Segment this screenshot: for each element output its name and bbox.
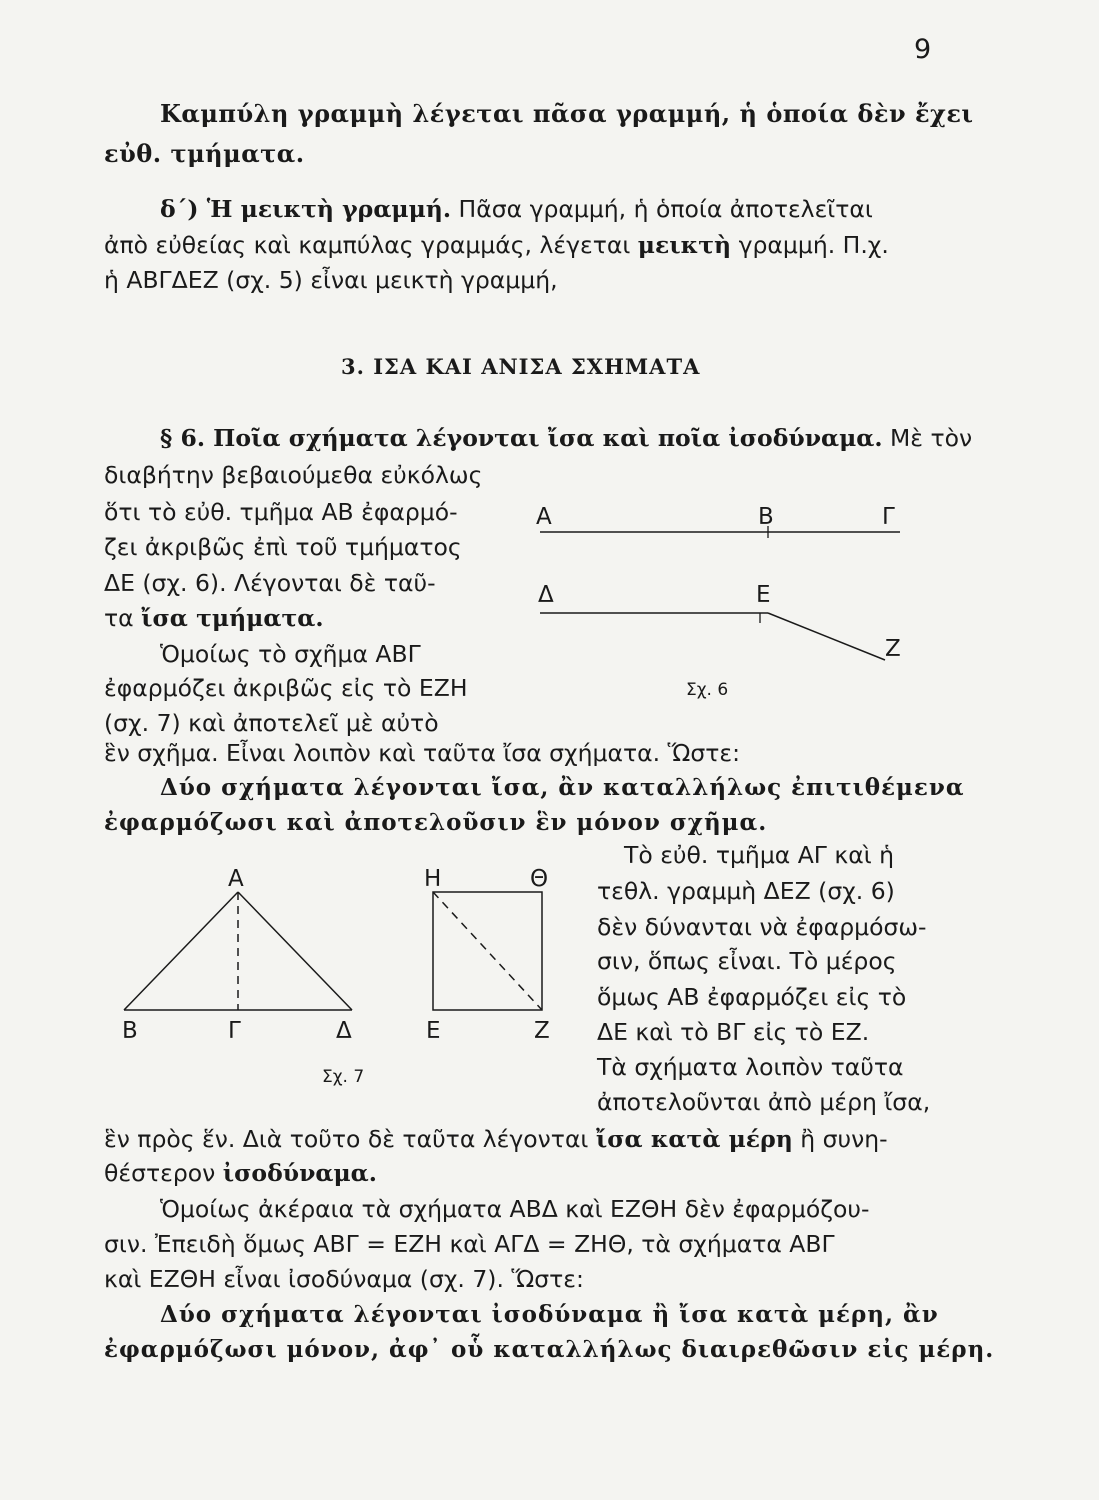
fig6-caption: Σχ. 6 — [686, 680, 729, 700]
equal-figures-rule: Δύο σχήματα λέγονται ἴσα, ἂν καταλλήλως ἐπιτιθέμενα — [160, 774, 965, 801]
equivalence-paragraph-line: Ὁμοίως ἀκέραια τὰ σχήματα ΑΒΔ καὶ ΕΖΘΗ δὲν ἐφαρμόζου- — [160, 1195, 870, 1223]
mixed-line-paragraph-line — [160, 194, 873, 224]
fig6-label-B: Β — [758, 504, 774, 530]
parts-text: ἢ συνη- — [792, 1125, 888, 1153]
right-column-line: σιν, ὅπως εἶναι. Τὸ μέρος — [597, 947, 897, 975]
section6-title-line — [160, 423, 972, 453]
curve-line-definition-end: εὐθ. τμήματα. — [104, 139, 305, 168]
parts-text: θέστερον — [104, 1159, 223, 1187]
triangle-side-AB — [124, 892, 238, 1010]
page-number: 9 — [914, 34, 932, 65]
section6-line: ΔΕ (σχ. 6). Λέγονται δὲ ταῦ- — [104, 569, 436, 597]
parts-paragraph-line — [104, 1158, 377, 1188]
section6-line — [104, 603, 324, 633]
fig7-label-Z: Ζ — [534, 1018, 550, 1044]
fig7-label-A: Α — [228, 866, 244, 892]
parts-paragraph-line — [104, 1124, 888, 1154]
fig7-caption: Σχ. 7 — [322, 1067, 365, 1087]
right-column-line: Τὸ εὐθ. τμῆμα ΑΓ καὶ ἡ — [624, 841, 895, 869]
section6-para-b-line: (σχ. 7) καὶ ἀποτελεῖ μὲ αὐτὸ — [104, 709, 439, 737]
mixed-line-label: δ΄) Ἡ μεικτὴ γραμμή. — [160, 195, 452, 223]
section6-para-b-line: ἓν σχῆμα. Εἶναι λοιπὸν καὶ ταῦτα ἴσα σχήματα. Ὥστε: — [104, 739, 741, 767]
equal-segments-term: ἴσα τμήματα. — [141, 604, 324, 632]
mixed-line-text: γραμμή. Π.χ. — [731, 231, 889, 259]
curve-line-definition: Καμπύλη γραμμὴ λέγεται πᾶσα γραμμή, ἡ ὁποία δὲν ἔχει — [160, 99, 974, 128]
right-column-line: ἀποτελοῦνται ἀπὸ μέρη ἴσα, — [597, 1088, 931, 1116]
right-column-line: τεθλ. γραμμὴ ΔΕΖ (σχ. 6) — [597, 877, 895, 905]
triangle-side-AD — [238, 892, 352, 1010]
equivalence-paragraph-line: σιν. Ἐπειδὴ ὅμως ΑΒΓ = ΕΖΗ καὶ ΑΓΔ = ΖΗΘ, τὰ σχήματα ΑΒΓ — [104, 1230, 835, 1258]
segment-EZ — [768, 613, 885, 660]
fig6-label-E: Ε — [756, 582, 771, 608]
mixed-line-text: ἀπὸ εὐθείας καὶ καμπύλας γραμμάς, λέγεται — [104, 231, 638, 259]
equivalence-paragraph-line: καὶ ΕΖΘΗ εἶναι ἰσοδύναμα (σχ. 7). Ὥστε: — [104, 1265, 584, 1293]
right-column-line: ΔΕ καὶ τὸ ΒΓ εἰς τὸ ΕΖ. — [597, 1018, 870, 1046]
mixed-line-paragraph-line: ἡ ΑΒΓΔΕΖ (σχ. 5) εἶναι μεικτὴ γραμμή, — [104, 266, 558, 294]
right-column-line: Τὰ σχήματα λοιπὸν ταῦτα — [597, 1053, 904, 1081]
figure-6 — [520, 490, 920, 710]
fig7-label-H: Η — [424, 866, 442, 892]
mixed-line-term: μεικτὴ — [637, 231, 732, 259]
equal-parts-term: ἴσα κατὰ μέρη — [595, 1125, 793, 1153]
section-heading: 3. ΙΣΑ ΚΑΙ ΑΝΙΣΑ ΣΧΗΜΑΤΑ — [341, 354, 701, 379]
section6-line: ζει ἀκριβῶς ἐπὶ τοῦ τμήματος — [104, 533, 462, 561]
mixed-line-text: Πᾶσα γραμμή, ἡ ὁποία ἀποτελεῖται — [451, 195, 873, 223]
equivalent-figures-rule: Δύο σχήματα λέγονται ἰσοδύναμα ἢ ἴσα κατὰ μέρη, ἂν — [160, 1301, 939, 1328]
fig6-label-Z: Ζ — [885, 636, 901, 662]
fig6-label-D: Δ — [538, 582, 554, 608]
section6-line: ὅτι τὸ εὐθ. τμῆμα ΑΒ ἐφαρμό- — [104, 498, 458, 526]
rectangle-diagonal-HZ — [433, 892, 542, 1010]
fig6-label-G: Γ — [882, 504, 895, 530]
mixed-line-paragraph-line — [104, 230, 889, 260]
fig7-label-B: Β — [122, 1018, 138, 1044]
section6-line: διαβήτην βεβαιούμεθα εὐκόλως — [104, 461, 483, 489]
fig7-label-D: Δ — [336, 1018, 352, 1044]
fig7-label-E: Ε — [426, 1018, 441, 1044]
fig6-label-A: Α — [536, 504, 552, 530]
equivalent-figures-rule: ἐφαρμόζωσι μόνον, ἀφ᾽ οὗ καταλλήλως διαιρεθῶσιν εἰς μέρη. — [104, 1336, 995, 1363]
section6-text: Μὲ τὸν — [882, 424, 973, 452]
fig7-label-G: Γ — [228, 1018, 241, 1044]
figure-7 — [100, 858, 570, 1088]
section6-text: τα — [104, 604, 142, 632]
section6-para-b-line: ἐφαρμόζει ἀκριβῶς εἰς τὸ ΕΖΗ — [104, 674, 468, 702]
equal-figures-rule: ἐφαρμόζωσι καὶ ἀποτελοῦσιν ἓν μόνον σχῆμα. — [104, 809, 768, 836]
parts-text: ἓν πρὸς ἕν. Διὰ τοῦτο δὲ ταῦτα λέγονται — [104, 1125, 596, 1153]
right-column-line: ὅμως ΑΒ ἐφαρμόζει εἰς τὸ — [597, 983, 907, 1011]
section6-para-b-line: Ὁμοίως τὸ σχῆμα ΑΒΓ — [160, 640, 421, 668]
section6-title: § 6. Ποῖα σχήματα λέγονται ἴσα καὶ ποῖα ἰσοδύναμα. — [160, 424, 883, 452]
equivalent-term: ἰσοδύναμα. — [222, 1159, 377, 1187]
rectangle-EZTHH — [433, 892, 542, 1010]
right-column-line: δὲν δύνανται νὰ ἐφαρμόσω- — [597, 913, 927, 941]
fig7-label-TH: Θ — [530, 866, 549, 892]
